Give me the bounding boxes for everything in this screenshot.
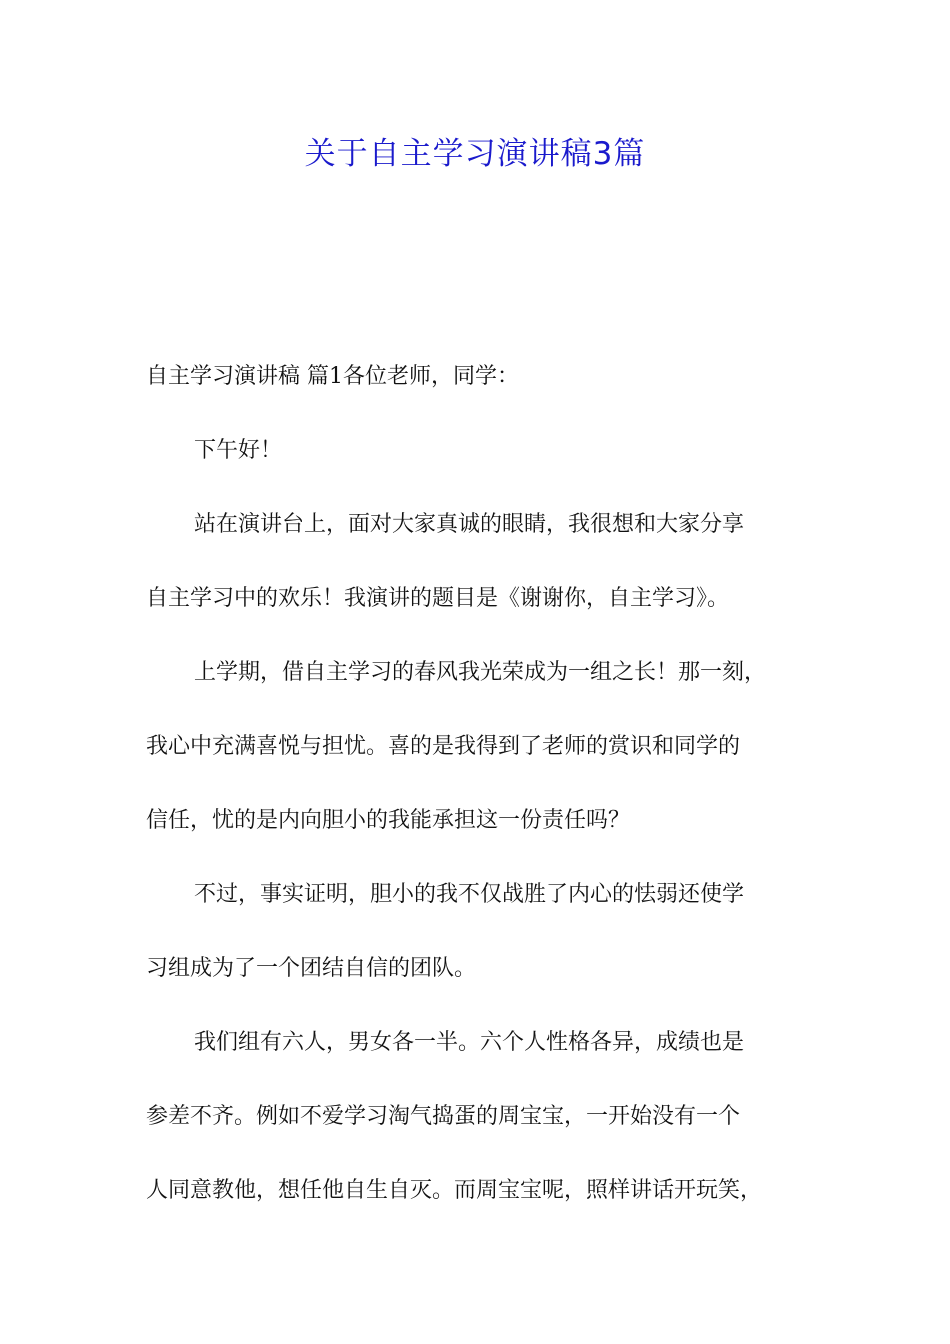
document-body [146,340,816,1228]
paragraph-line: 上学期，借自主学习的春风我光荣成为一组之长！那一刻， [194,660,767,685]
paragraph-line: 自主学习演讲稿 篇1各位老师，同学： [146,364,519,389]
paragraph-group-members [146,1006,816,1228]
paragraph-line: 下午好！ [194,438,283,463]
paragraph-greeting [146,414,816,488]
paragraph-line: 习组成为了一个团结自信的团队。 [146,956,477,981]
document-title: 关于自主学习演讲稿3篇 [304,136,646,172]
paragraph-greeting-header [146,340,816,414]
paragraph-line: 我心中充满喜悦与担忧。喜的是我得到了老师的赏识和同学的 [146,734,741,759]
paragraph-line: 自主学习中的欢乐！我演讲的题目是《谢谢你，自主学习》。 [146,586,730,611]
paragraph-group-leader [146,636,816,858]
paragraph-intro [146,488,816,636]
paragraph-line: 站在演讲台上，面对大家真诚的眼睛，我很想和大家分享 [194,512,745,537]
paragraph-line: 信任，忧的是内向胆小的我能承担这一份责任吗？ [146,808,631,833]
paragraph-proof [146,858,816,1006]
paragraph-line: 我们组有六人，男女各一半。六个人性格各异，成绩也是 [194,1030,745,1055]
paragraph-line: 参差不齐。例如不爱学习淘气捣蛋的周宝宝，一开始没有一个 [146,1104,741,1129]
paragraph-line: 不过，事实证明，胆小的我不仅战胜了内心的怯弱还使学 [194,882,745,907]
paragraph-line: 人同意教他，想任他自生自灭。而周宝宝呢，照样讲话开玩笑， [146,1178,763,1203]
